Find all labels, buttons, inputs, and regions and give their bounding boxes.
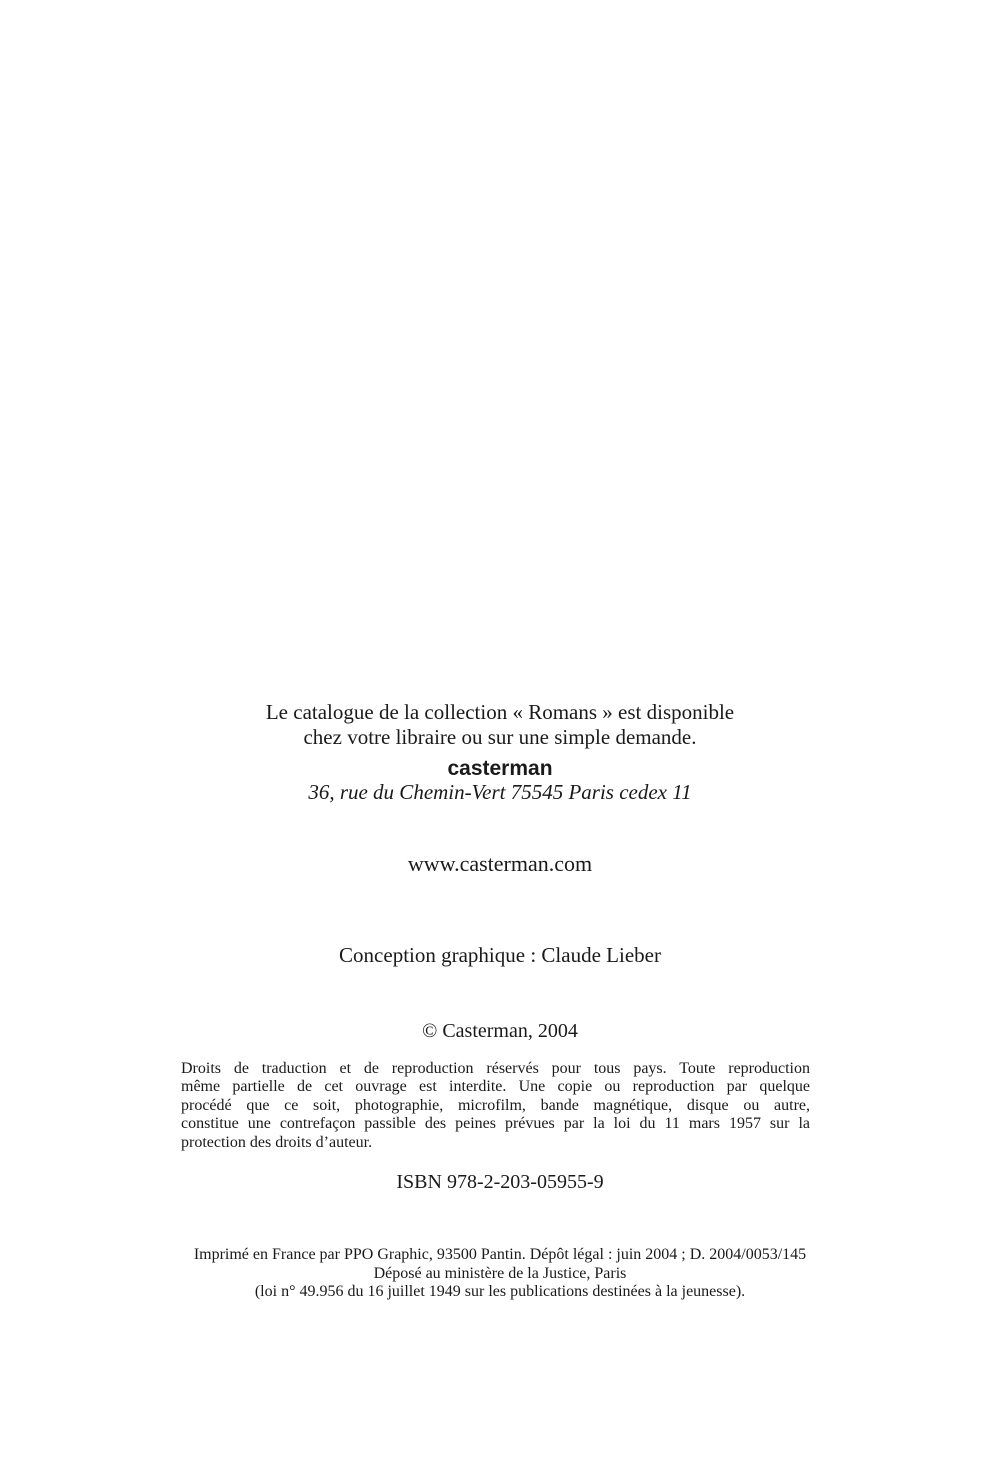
- publisher-website: www.casterman.com: [407, 851, 593, 876]
- printing-imprint: [0, 1246, 1000, 1302]
- imprint-line-1: Imprimé en France par PPO Graphic, 93500 Pantin. Dépôt légal : juin 2004 ; D. 2004/0053/145: [193, 1246, 807, 1263]
- rights-line-3: procédé que ce soit, photographie, microfilm, bande magnétique, disque ou autre,: [181, 1096, 810, 1114]
- catalogue-line-1: Le catalogue de la collection « Romans » est disponible: [265, 700, 735, 724]
- imprint-line-3: (loi n° 49.956 du 16 juillet 1949 sur les publications destinées à la jeunesse).: [254, 1283, 746, 1300]
- rights-paragraph: [181, 1060, 810, 1152]
- copyright-notice: © Casterman, 2004: [422, 1020, 578, 1042]
- catalogue-notice: [0, 700, 1000, 750]
- publisher-name: casterman: [447, 757, 553, 780]
- isbn-number: ISBN 978-2-203-05955-9: [396, 1171, 604, 1193]
- rights-line-1: Droits de traduction et de reproduction réservés pour tous pays. Toute reproduction: [181, 1060, 810, 1077]
- publisher-address: 36, rue du Chemin-Vert 75545 Paris cedex 11: [308, 780, 692, 804]
- graphic-design-credit: Conception graphique : Claude Lieber: [339, 943, 661, 967]
- rights-line-4: constitue une contrefaçon passible des peines prévues par la loi du 11 mars 1957 sur la: [181, 1115, 810, 1133]
- imprint-line-2: Déposé au ministère de la Justice, Paris: [373, 1264, 627, 1282]
- rights-line-2: même partielle de cet ouvrage est interdite. Une copie ou reproduction par quelque: [181, 1078, 810, 1096]
- catalogue-line-2: chez votre libraire ou sur une simple demande.: [303, 725, 697, 749]
- rights-line-5: protection des droits d’auteur.: [181, 1133, 373, 1151]
